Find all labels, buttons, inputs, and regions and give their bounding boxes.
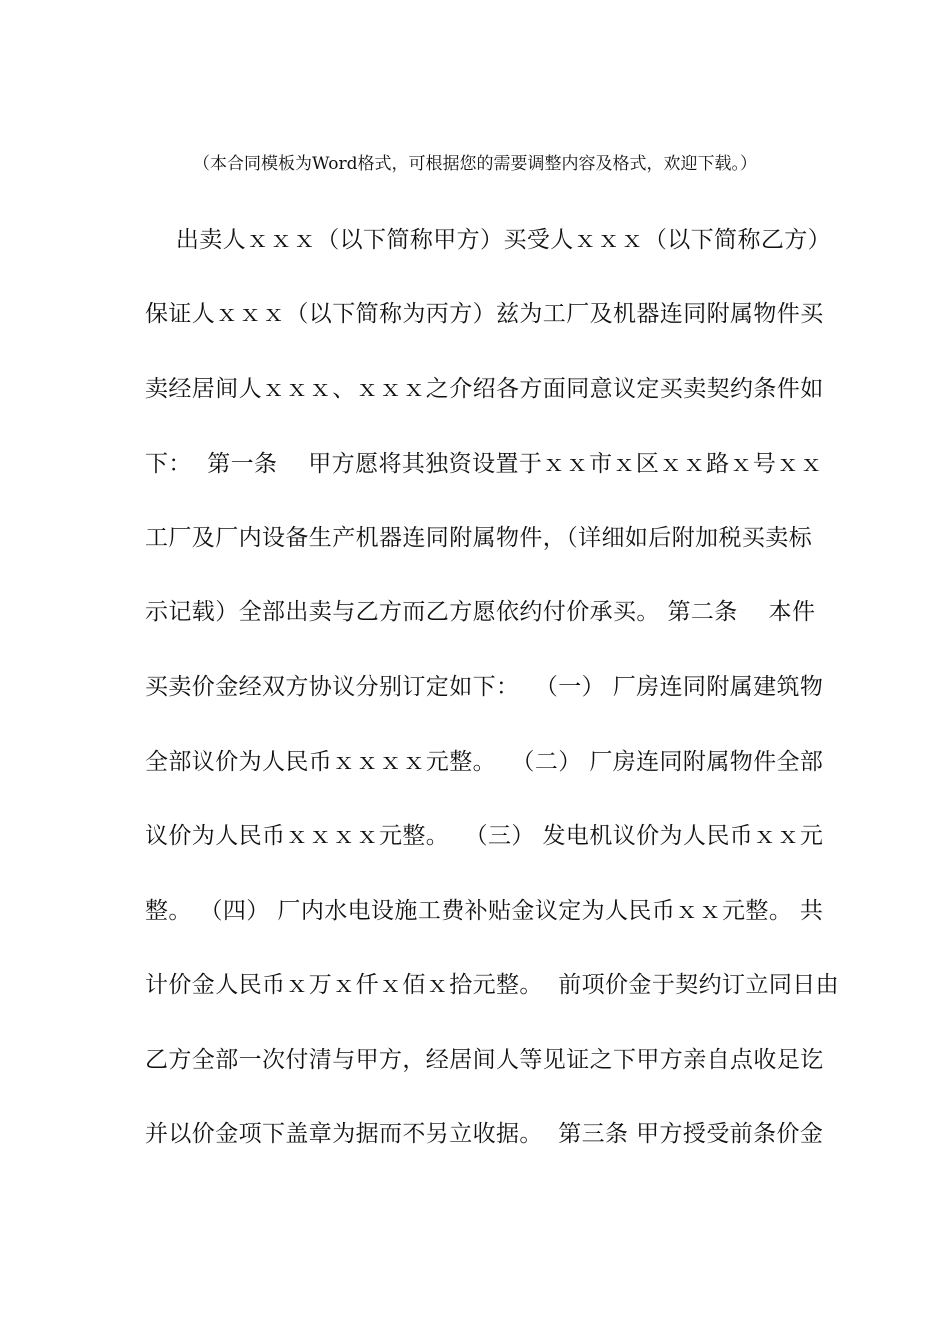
contract-line-10: 整。 （四） 厂内水电设施工费补贴金议定为人民币ｘｘ元整。 共 <box>145 898 824 924</box>
contract-line-11: 计价金人民币ｘ万ｘ仟ｘ佰ｘ拾元整。 前项价金于契约订立同日由 <box>145 972 840 998</box>
contract-line-3: 卖经居间人ｘｘｘ、ｘｘｘ之介绍各方面同意议定买卖契约条件如 <box>145 376 824 402</box>
contract-line-9: 议价为人民币ｘｘｘｘ元整。 （三） 发电机议价为人民币ｘｘ元 <box>145 823 824 849</box>
contract-line-2: 保证人ｘｘｘ（以下简称为丙方）兹为工厂及机器连同附属物件买 <box>145 301 824 327</box>
contract-line-12: 乙方全部一次付清与甲方，经居间人等见证之下甲方亲自点收足讫 <box>145 1047 824 1073</box>
contract-line-6: 示记载）全部出卖与乙方而乙方愿依约付价承买。 第二条 本件 <box>145 599 816 625</box>
contract-line-5: 工厂及厂内设备生产机器连同附属物件，（详细如后附加税买卖标 <box>145 525 813 551</box>
contract-line-4: 下： 第一条 甲方愿将其独资设置于ｘｘ市ｘ区ｘｘ路ｘ号ｘｘ <box>145 451 824 477</box>
template-note: （本合同模板为Word格式，可根据您的需要调整内容及格式，欢迎下载。） <box>192 154 758 174</box>
contract-line-1: 出卖人ｘｘｘ（以下简称甲方）买受人ｘｘｘ（以下简称乙方） <box>145 227 832 253</box>
contract-line-7: 买卖价金经双方协议分别订定如下： （一） 厂房连同附属建筑物 <box>145 674 824 700</box>
contract-line-8: 全部议价为人民币ｘｘｘｘ元整。 （二） 厂房连同附属物件全部 <box>145 749 824 775</box>
contract-line-13: 并以价金项下盖章为据而不另立收据。 第三条 甲方授受前条价金 <box>145 1121 824 1147</box>
